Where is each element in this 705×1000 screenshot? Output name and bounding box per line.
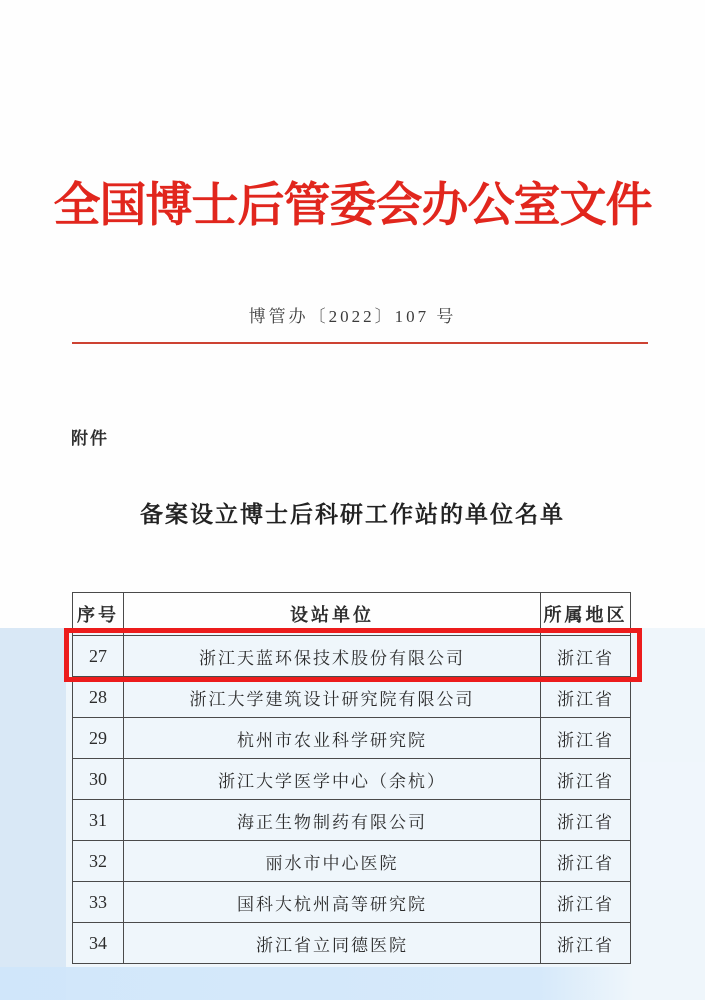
unit-name-cell: 浙江天蓝环保技术股份有限公司 bbox=[124, 636, 541, 677]
table-body bbox=[73, 636, 631, 964]
region-cell: 浙江省 bbox=[541, 882, 631, 923]
row-number-cell: 33 bbox=[73, 882, 124, 923]
scan-tint-bottom-band bbox=[0, 967, 660, 1000]
table-row-highlighted bbox=[73, 636, 631, 677]
table-row bbox=[73, 923, 631, 964]
unit-name-cell: 海正生物制药有限公司 bbox=[124, 800, 541, 841]
document-number: 博管办〔2022〕107 号 bbox=[248, 307, 457, 326]
row-number-cell: 31 bbox=[73, 800, 124, 841]
attachment-label: 附件 bbox=[71, 429, 109, 448]
region-cell: 浙江省 bbox=[541, 636, 631, 677]
unit-name-cell: 浙江大学医学中心（余杭） bbox=[124, 759, 541, 800]
table-row bbox=[73, 882, 631, 923]
row-number-cell: 29 bbox=[73, 718, 124, 759]
region-cell: 浙江省 bbox=[541, 677, 631, 718]
column-header: 所属地区 bbox=[541, 593, 631, 636]
region-cell: 浙江省 bbox=[541, 759, 631, 800]
row-number-cell: 28 bbox=[73, 677, 124, 718]
table-row bbox=[73, 841, 631, 882]
row-number-cell: 32 bbox=[73, 841, 124, 882]
row-number-cell: 34 bbox=[73, 923, 124, 964]
document-title: 全国博士后管委会办公室文件 bbox=[53, 180, 652, 232]
row-number-cell: 27 bbox=[73, 636, 124, 677]
section-title: 备案设立博士后科研工作站的单位名单 bbox=[140, 502, 565, 527]
table-row bbox=[73, 800, 631, 841]
column-header: 序号 bbox=[73, 593, 124, 636]
region-cell: 浙江省 bbox=[541, 841, 631, 882]
unit-name-cell: 浙江大学建筑设计研究院有限公司 bbox=[124, 677, 541, 718]
region-cell: 浙江省 bbox=[541, 718, 631, 759]
region-cell: 浙江省 bbox=[541, 923, 631, 964]
units-table bbox=[72, 592, 631, 964]
column-header: 设站单位 bbox=[124, 593, 541, 636]
unit-name-cell: 丽水市中心医院 bbox=[124, 841, 541, 882]
row-number-cell: 30 bbox=[73, 759, 124, 800]
units-table-grid bbox=[72, 592, 631, 964]
unit-name-cell: 杭州市农业科学研究院 bbox=[124, 718, 541, 759]
region-cell: 浙江省 bbox=[541, 800, 631, 841]
scan-tint-left-strip bbox=[0, 628, 66, 1000]
table-row bbox=[73, 718, 631, 759]
unit-name-cell: 国科大杭州高等研究院 bbox=[124, 882, 541, 923]
red-divider-rule bbox=[72, 342, 648, 344]
table-row bbox=[73, 759, 631, 800]
table-header-row bbox=[73, 593, 631, 636]
table-row bbox=[73, 677, 631, 718]
unit-name-cell: 浙江省立同德医院 bbox=[124, 923, 541, 964]
